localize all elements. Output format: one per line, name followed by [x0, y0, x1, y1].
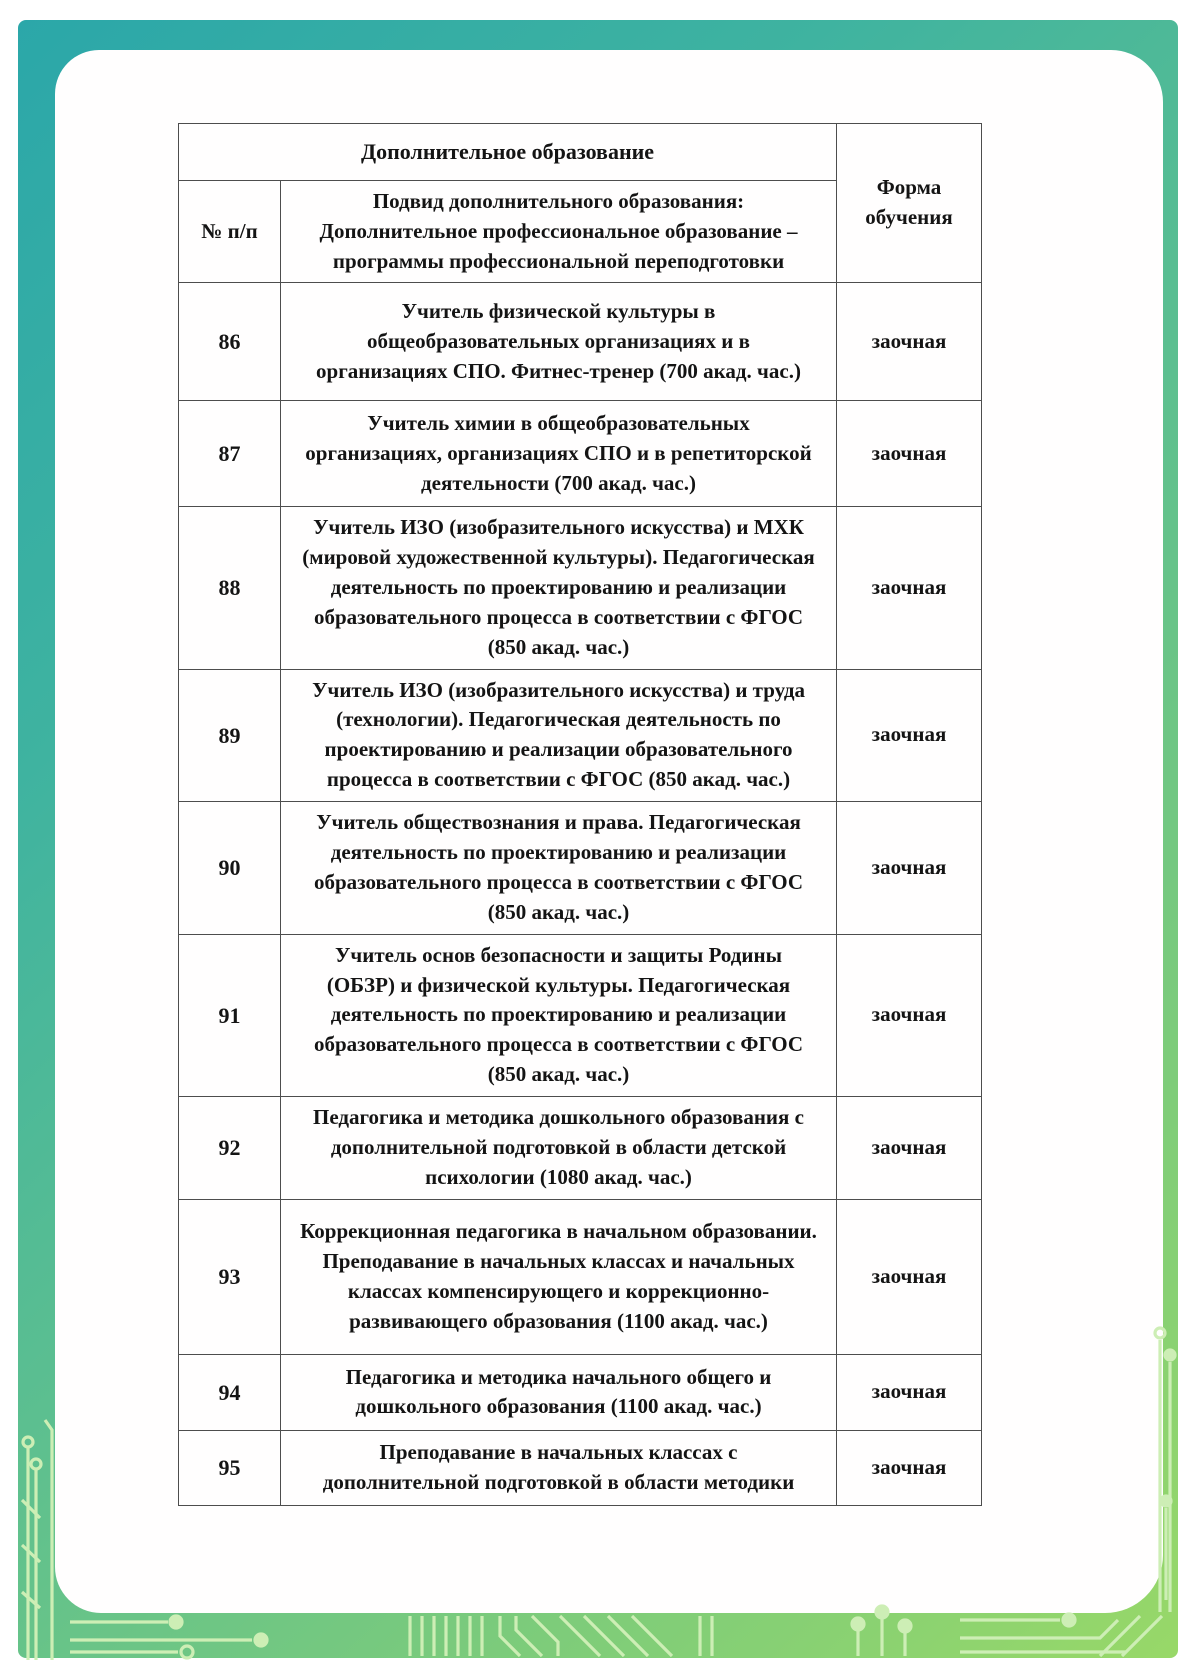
table-row [179, 1096, 982, 1199]
table-row [179, 801, 982, 934]
form-cell: заочная [837, 1096, 982, 1199]
row-number-cell: 91 [179, 934, 281, 1096]
form-cell: заочная [837, 1354, 982, 1430]
table-row [179, 1430, 982, 1505]
table-row [179, 669, 982, 801]
form-cell: заочная [837, 934, 982, 1096]
column-header-form: Форма обучения [837, 124, 982, 283]
row-number-cell: 92 [179, 1096, 281, 1199]
row-number-cell: 86 [179, 283, 281, 401]
row-number-cell: 87 [179, 401, 281, 507]
program-cell: Учитель ИЗО (изобразительного искусства) и труда (технологии). Педагогическая деятельность по проектированию и реализации образовательного процесса в соответствии с ФГОС (850 акад. час.) [281, 669, 837, 801]
row-number-cell: 88 [179, 507, 281, 669]
table-row [179, 283, 982, 401]
table-header-row-1 [179, 124, 982, 181]
table-row [179, 934, 982, 1096]
column-header-number: № п/п [179, 181, 281, 283]
programs-table [178, 123, 982, 1506]
form-cell: заочная [837, 1430, 982, 1505]
table-row [179, 1199, 982, 1354]
program-cell: Педагогика и методика начального общего и дошкольного образования (1100 акад. час.) [281, 1354, 837, 1430]
form-cell: заочная [837, 401, 982, 507]
row-number-cell: 95 [179, 1430, 281, 1505]
row-number-cell: 93 [179, 1199, 281, 1354]
table-row [179, 507, 982, 669]
form-cell: заочная [837, 1199, 982, 1354]
form-cell: заочная [837, 801, 982, 934]
form-cell: заочная [837, 283, 982, 401]
program-cell: Преподавание в начальных классах с дополнительной подготовкой в области методики [281, 1430, 837, 1505]
table-row [179, 1354, 982, 1430]
program-cell: Коррекционная педагогика в начальном образовании. Преподавание в начальных классах и начальных классах компенсирующего и коррекционно-развивающего образования (1100 акад. час.) [281, 1199, 837, 1354]
row-number-cell: 90 [179, 801, 281, 934]
table-row [179, 401, 982, 507]
program-cell: Педагогика и методика дошкольного образования с дополнительной подготовкой в области детской психологии (1080 акад. час.) [281, 1096, 837, 1199]
program-cell: Учитель основ безопасности и защиты Родины (ОБЗР) и физической культуры. Педагогическая деятельность по проектированию и реализации образовательного процесса в соответствии с ФГОС (850 акад. час.) [281, 934, 837, 1096]
form-cell: заочная [837, 669, 982, 801]
program-cell: Учитель физической культуры в общеобразовательных организациях и в организациях СПО. Фитнес-тренер (700 акад. час.) [281, 283, 837, 401]
row-number-cell: 89 [179, 669, 281, 801]
row-number-cell: 94 [179, 1354, 281, 1430]
program-cell: Учитель ИЗО (изобразительного искусства) и МХК (мировой художественной культуры). Педагогическая деятельность по проектированию и реализации образовательного процесса в соответствии с ФГОС (850 акад. час.) [281, 507, 837, 669]
program-cell: Учитель химии в общеобразовательных организациях, организациях СПО и в репетиторской деятельности (700 акад. час.) [281, 401, 837, 507]
program-cell: Учитель обществознания и права. Педагогическая деятельность по проектированию и реализации образовательного процесса в соответствии с ФГОС (850 акад. час.) [281, 801, 837, 934]
form-cell: заочная [837, 507, 982, 669]
table-group-title: Дополнительное образование [179, 124, 837, 181]
column-header-program: Подвид дополнительного образования: Дополнительное профессиональное образование – программы профессиональной переподготовки [281, 181, 837, 283]
